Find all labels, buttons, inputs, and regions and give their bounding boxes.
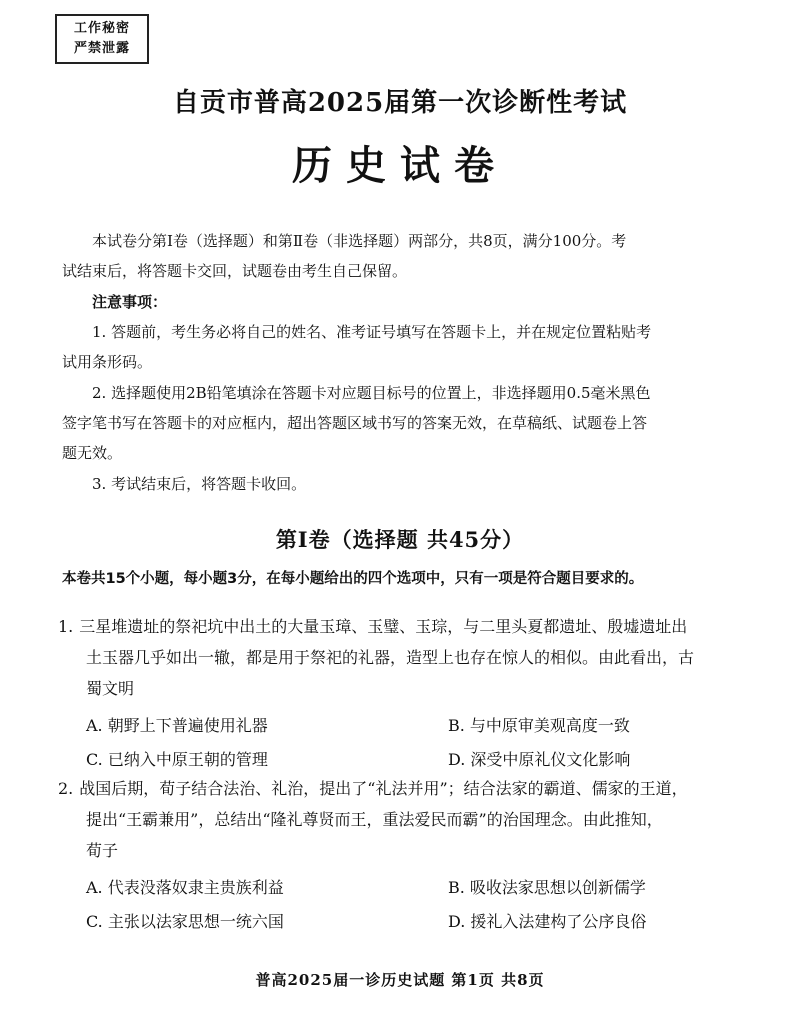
note-2-line-2: 签字笔书写在答题卡的对应框内，超出答题区域书写的答案无效，在草稿纸、试题卷上答 <box>62 414 648 432</box>
question-2-options-row-1 <box>58 872 730 904</box>
section-1-title: 第Ⅰ卷（选择题 共45分） <box>275 527 525 552</box>
note-2-line-1: 2. 选择题使用2B铅笔填涂在答题卡对应题目标号的位置上，非选择题用0.5毫米黑色 <box>92 384 651 402</box>
question-2-option-b: B. 吸收法家思想以创新儒学 <box>448 878 646 897</box>
notes-heading: 注意事项： <box>92 293 168 311</box>
question-2-stem <box>58 773 730 804</box>
question-2-option-d: D. 援礼入法建构了公序良俗 <box>448 912 647 931</box>
question-1-stem <box>58 611 730 642</box>
question-1-option-d: D. 深受中原礼仪文化影响 <box>448 750 631 769</box>
intro-line-1: 本试卷分第Ⅰ卷（选择题）和第Ⅱ卷（非选择题）两部分，共8页，满分100分。考 <box>92 232 627 250</box>
question-2-stem-line-3: 荀子 <box>86 841 119 860</box>
intro-paragraph <box>62 226 702 256</box>
question-1-options-row-1 <box>58 710 730 742</box>
exam-title: 自贡市普高2025届第一次诊断性考试 <box>172 88 628 118</box>
intro-paragraph-cont <box>62 256 702 286</box>
question-2-stem-line-2: 提出“王霸兼用”，总结出“隆礼尊贤而王，重法爱民而霸”的治国理念。由此推知， <box>86 810 663 829</box>
note-2-line-3: 题无效。 <box>62 444 123 462</box>
note-1-line-2: 试用条形码。 <box>62 353 153 371</box>
question-2-option-c: C. 主张以法家思想一统六国 <box>86 912 284 931</box>
stamp-line-1: 工作秘密 <box>73 21 130 36</box>
subject-title: 历史试卷 <box>292 142 508 189</box>
question-2-stem-line-1: 战国后期，荀子结合法治、礼治，提出了“礼法并用”；结合法家的霸道、儒家的王道， <box>79 779 688 798</box>
question-2-number: 2. <box>58 779 74 798</box>
question-2-option-a: A. 代表没落奴隶主贵族利益 <box>86 878 284 897</box>
question-1-number: 1. <box>58 617 74 636</box>
stamp-line-2: 严禁泄露 <box>73 41 130 56</box>
intro-line-2: 试结束后，将答题卡交回，试题卷由考生自己保留。 <box>62 262 408 280</box>
note-1-line-1: 1. 答题前，考生务必将自己的姓名、准考证号填写在答题卡上，并在规定位置粘贴考 <box>92 323 652 341</box>
question-2 <box>58 773 730 938</box>
question-1-stem-line-3: 蜀文明 <box>86 679 135 698</box>
question-1-stem-line-1: 三星堆遗址的祭祀坑中出土的大量玉璋、玉璧、玉琮，与二里头夏都遗址、殷墟遗址出 <box>79 617 688 636</box>
note-3: 3. 考试结束后，将答题卡收回。 <box>92 475 307 493</box>
question-1-options-row-2 <box>58 744 730 776</box>
question-1-stem-line-2: 土玉器几乎如出一辙，都是用于祭祀的礼器，造型上也存在惊人的相似。由此看出，古 <box>86 648 695 667</box>
question-1 <box>58 611 730 776</box>
page-footer: 普高2025届一诊历史试题 第1页 共8页 <box>255 971 545 989</box>
question-1-option-c: C. 已纳入中原王朝的管理 <box>86 750 268 769</box>
question-1-option-b: B. 与中原审美观高度一致 <box>448 716 630 735</box>
question-2-options-row-2 <box>58 906 730 938</box>
confidential-stamp <box>55 14 149 64</box>
question-1-option-a: A. 朝野上下普遍使用礼器 <box>86 716 268 735</box>
section-1-description: 本卷共15个小题，每小题3分，在每小题给出的四个选项中，只有一项是符合题目要求的。 <box>62 571 644 587</box>
